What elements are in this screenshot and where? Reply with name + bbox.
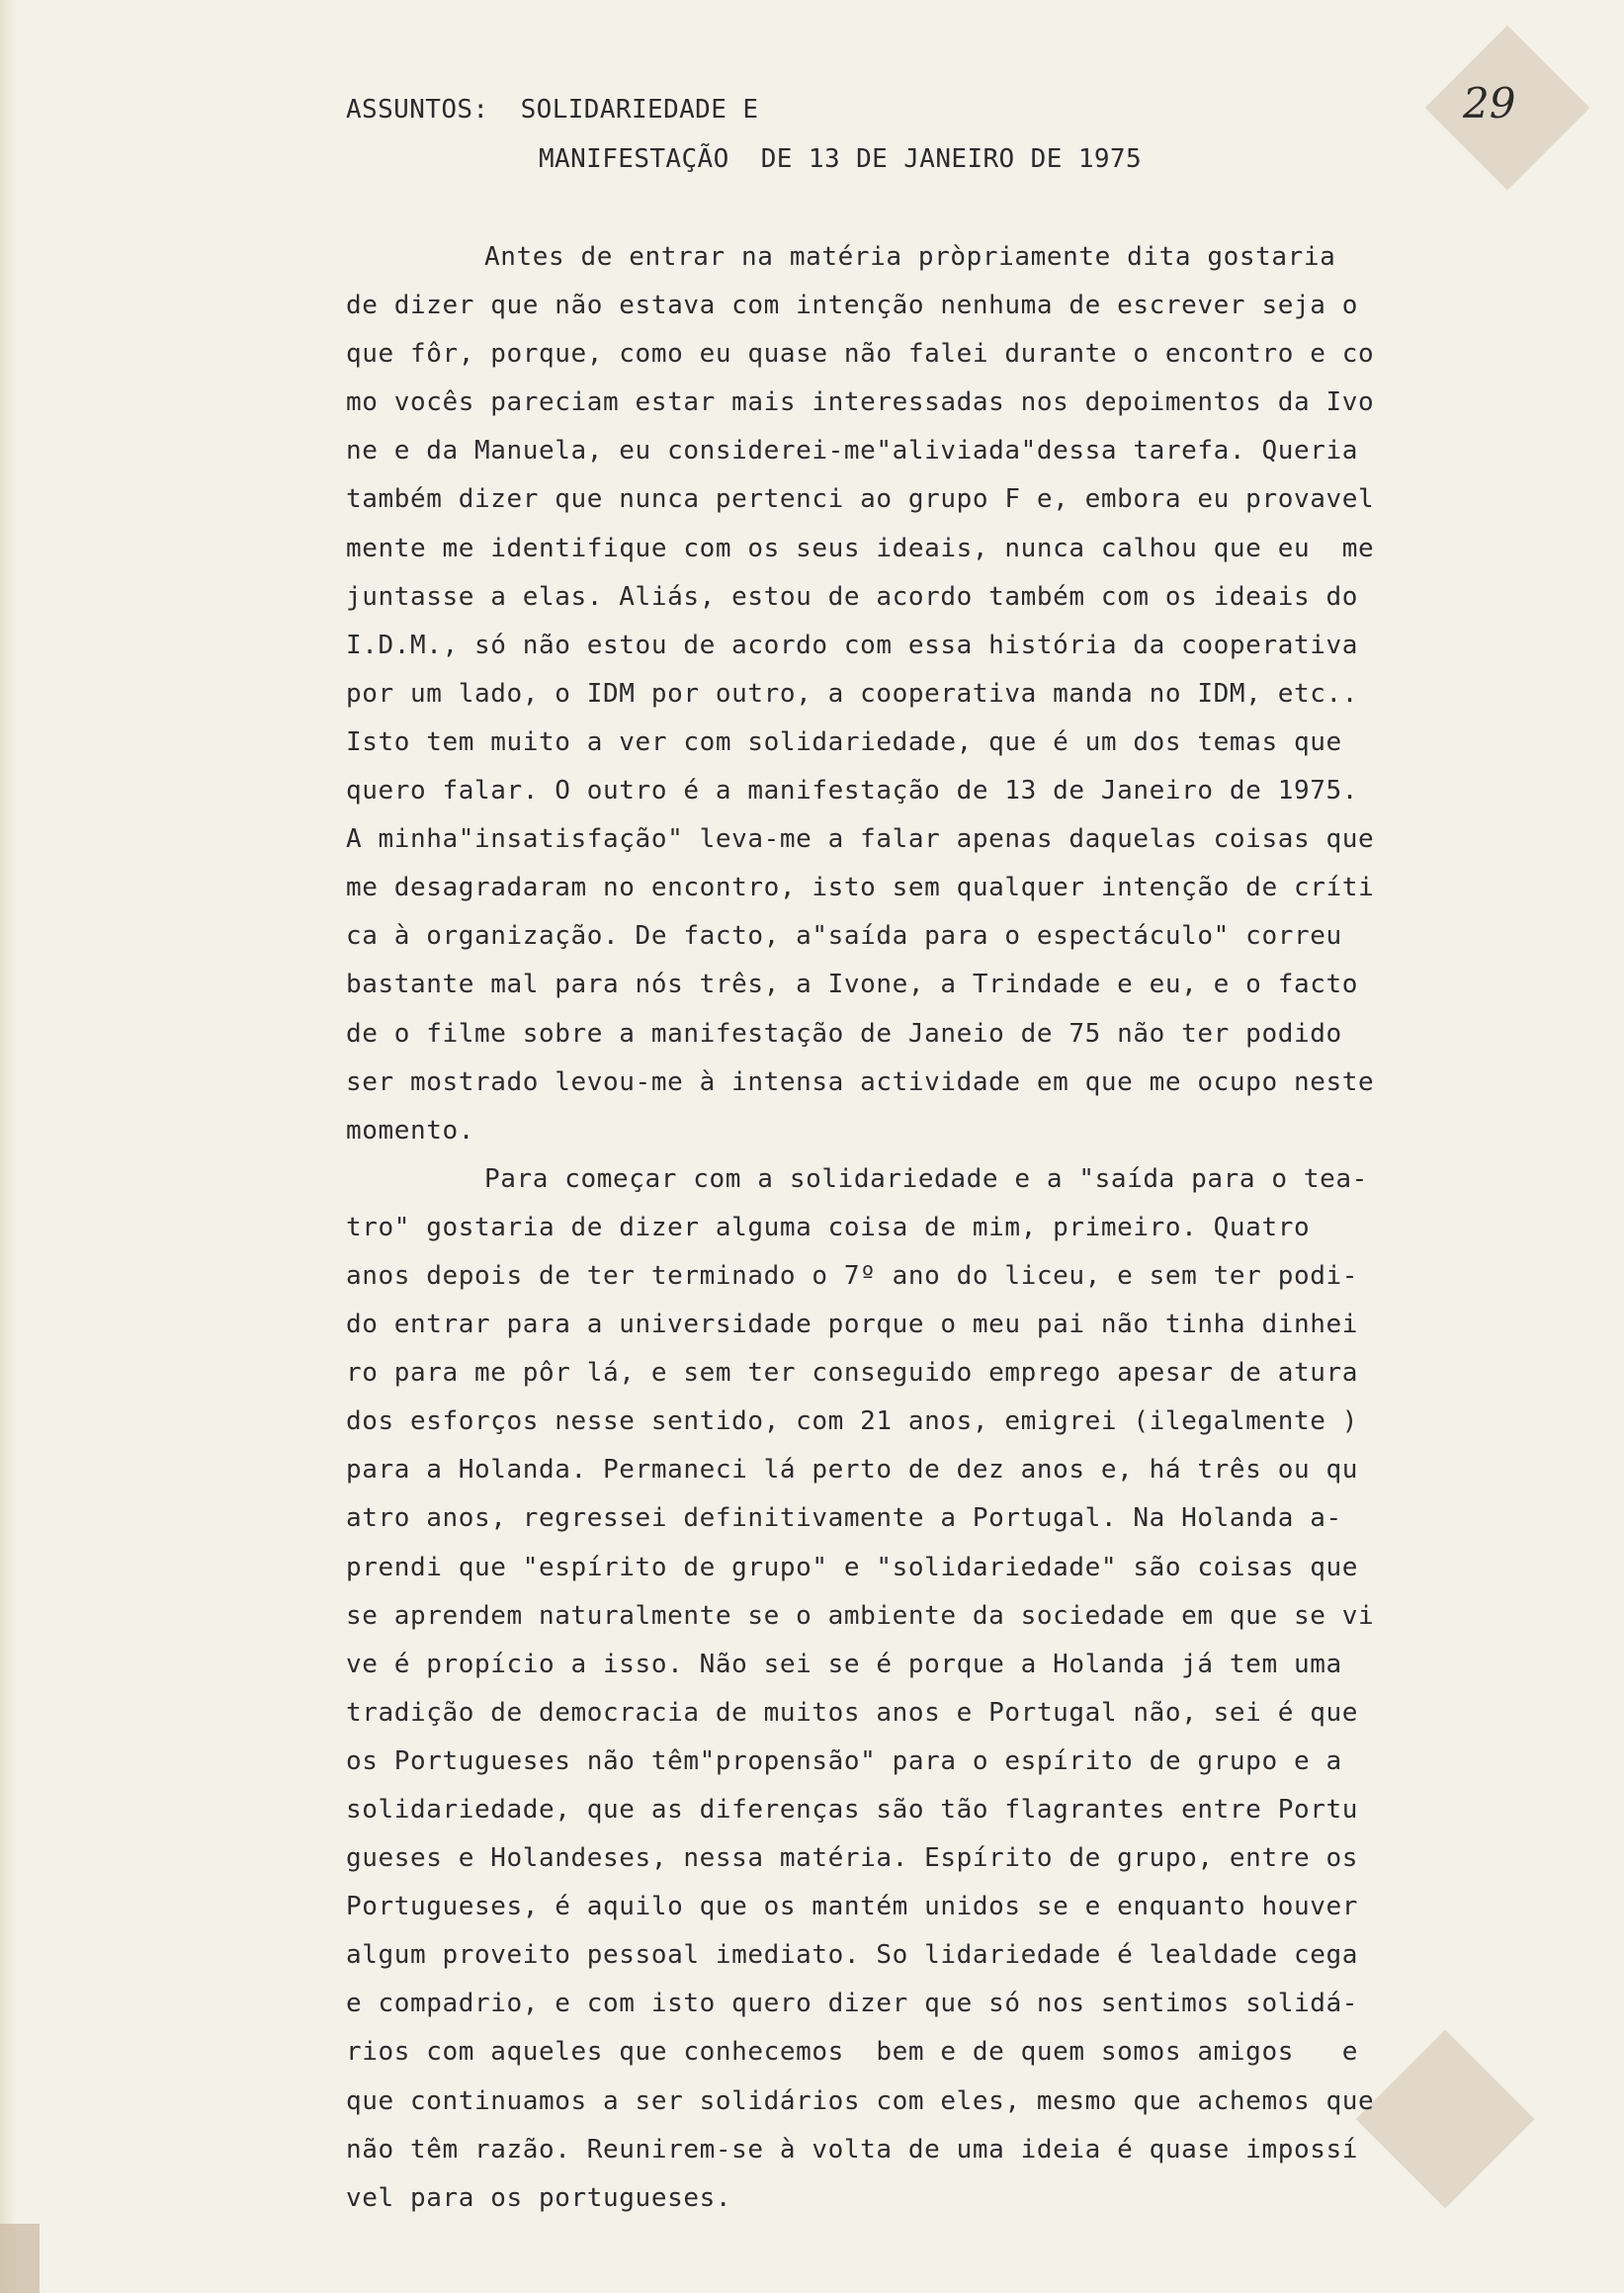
paper-edge bbox=[0, 0, 16, 2293]
body-text bbox=[346, 233, 1473, 2223]
text-line: para a Holanda. Permaneci lá perto de dez anos e, há três ou qu bbox=[346, 1455, 1358, 1486]
text-line: Isto tem muito a ver com solidariedade, que é um dos temas que bbox=[346, 726, 1342, 757]
text-line: tradição de democracia de muitos anos e Portugal não, sei é que bbox=[346, 1697, 1358, 1728]
text-line: e compadrio, e com isto quero dizer que só nos sentimos solidá- bbox=[346, 1989, 1358, 2019]
text-line: momento. bbox=[346, 1115, 475, 1146]
text-line: os Portugueses não têm"propensão" para o espírito de grupo e a bbox=[346, 1745, 1342, 1776]
text-line: mente me identifique com os seus ideais, nunca calhou que eu me bbox=[346, 533, 1375, 563]
text-line: mo vocês pareciam estar mais interessadas nos depoimentos da Ivo bbox=[346, 387, 1375, 418]
text-line: me desagradaram no encontro, isto sem qualquer intenção de críti bbox=[346, 873, 1375, 903]
text-line: A minha"insatisfação" leva-me a falar apenas daquelas coisas que bbox=[346, 824, 1375, 855]
text-line: de dizer que não estava com intenção nenhuma de escrever seja o bbox=[346, 291, 1358, 321]
text-line: de o filme sobre a manifestação de Janeio de 75 não ter podido bbox=[346, 1018, 1342, 1049]
subject-line-2: MANIFESTAÇÃO DE 13 DE JANEIRO DE 1975 bbox=[539, 144, 1143, 174]
text-line: dos esforços nesse sentido, com 21 anos, emigrei (ilegalmente ) bbox=[346, 1406, 1358, 1437]
text-line: gueses e Holandeses, nessa matéria. Espírito de grupo, entre os bbox=[346, 1843, 1358, 1874]
text-line: Portugueses, é aquilo que os mantém unidos se e enquanto houver bbox=[346, 1892, 1358, 1922]
text-line: ro para me pôr lá, e sem ter conseguido emprego apesar de atura bbox=[346, 1358, 1358, 1389]
text-line: tro" gostaria de dizer alguma coisa de mim, primeiro. Quatro bbox=[346, 1212, 1311, 1242]
text-line: prendi que "espírito de grupo" e "solidariedade" são coisas que bbox=[346, 1552, 1358, 1582]
text-line: I.D.M., só não estou de acordo com essa história da cooperativa bbox=[346, 630, 1358, 660]
text-line: bastante mal para nós três, a Ivone, a Trindade e eu, e o facto bbox=[346, 970, 1358, 1000]
text-line: por um lado, o IDM por outro, a cooperativa manda no IDM, etc.. bbox=[346, 678, 1358, 709]
text-line: vel para os portugueses. bbox=[346, 2182, 732, 2213]
subject-line-1: SOLIDARIEDADE E bbox=[520, 95, 759, 125]
text-line: também dizer que nunca pertenci ao grupo F e, embora eu provavel bbox=[346, 484, 1375, 515]
text-line: Para começar com a solidariedade e a "saída para o tea- bbox=[484, 1163, 1368, 1194]
text-line: ser mostrado levou-me à intensa actividade em que me ocupo neste bbox=[346, 1066, 1375, 1097]
text-line: se aprendem naturalmente se o ambiente da sociedade em que se vi bbox=[346, 1600, 1375, 1631]
text-line: Antes de entrar na matéria pròpriamente dita gostaria bbox=[484, 242, 1336, 272]
text-line: algum proveito pessoal imediato. So lidariedade é lealdade cega bbox=[346, 1940, 1358, 1971]
text-line: rios com aqueles que conhecemos bem e de quem somos amigos e bbox=[346, 2037, 1358, 2068]
text-line: ve é propício a isso. Não sei se é porque a Holanda já tem uma bbox=[346, 1649, 1342, 1679]
text-line: atro anos, regressei definitivamente a Portugal. Na Holanda a- bbox=[346, 1503, 1342, 1534]
subject-header bbox=[346, 85, 1142, 184]
text-line: anos depois de ter terminado o 7º ano do liceu, e sem ter podi- bbox=[346, 1260, 1358, 1291]
text-line: juntasse a elas. Aliás, estou de acordo também com os ideais do bbox=[346, 581, 1358, 612]
page-number: 29 bbox=[1463, 79, 1516, 127]
text-line: quero falar. O outro é a manifestação de 13 de Janeiro de 1975. bbox=[346, 776, 1358, 807]
text-line: do entrar para a universidade porque o meu pai não tinha dinhei bbox=[346, 1310, 1358, 1340]
text-line: não têm razão. Reunirem-se à volta de uma ideia é quase impossí bbox=[346, 2134, 1358, 2165]
text-line: ca à organização. De facto, a"saída para o espectáculo" correu bbox=[346, 921, 1342, 952]
tape-mark-corner bbox=[0, 2224, 40, 2293]
text-line: que continuamos a ser solidários com eles, mesmo que achemos que bbox=[346, 2085, 1375, 2116]
text-line: ne e da Manuela, eu considerei-me"aliviada"dessa tarefa. Queria bbox=[346, 436, 1358, 467]
subject-label: ASSUNTOS: bbox=[346, 95, 489, 125]
text-line: que fôr, porque, como eu quase não falei durante o encontro e co bbox=[346, 339, 1375, 370]
text-line: solidariedade, que as diferenças são tão flagrantes entre Portu bbox=[346, 1795, 1358, 1825]
